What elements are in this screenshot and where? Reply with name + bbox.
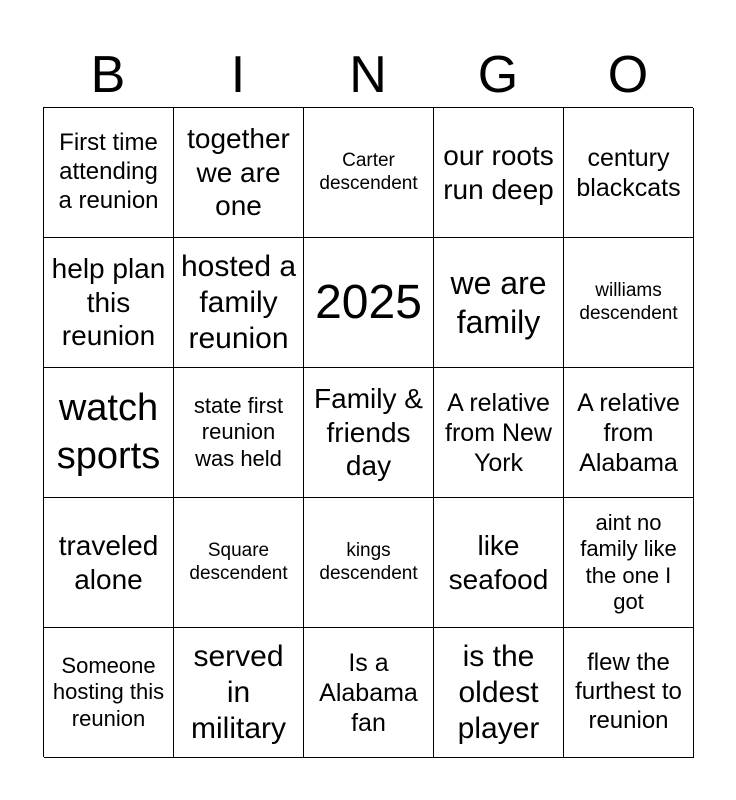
bingo-cell[interactable] xyxy=(44,628,174,758)
cell-text: traveled alone xyxy=(58,529,159,595)
bingo-cell[interactable] xyxy=(564,498,694,628)
cell-text: we are family xyxy=(450,265,547,340)
free-space-cell[interactable] xyxy=(304,238,434,368)
bingo-cell[interactable] xyxy=(44,368,174,498)
cell-text: Family & friends day xyxy=(314,383,423,482)
cell-text: A relative from New York xyxy=(445,388,552,477)
cell-text: is the oldest player xyxy=(457,639,540,745)
cell-text: together we are one xyxy=(187,123,290,222)
cell-text: 2025 xyxy=(315,275,422,329)
cell-text: like seafood xyxy=(448,529,549,595)
bingo-cell[interactable] xyxy=(174,628,304,758)
cell-text: served in military xyxy=(191,639,286,745)
cell-text: our roots run deep xyxy=(443,139,554,205)
cell-text: aint no family like the one I got xyxy=(580,509,677,614)
bingo-cell[interactable] xyxy=(434,368,564,498)
cell-text: Is a Alabama fan xyxy=(319,648,418,737)
bingo-cell[interactable] xyxy=(174,498,304,628)
cell-text: A relative from Alabama xyxy=(577,388,680,477)
bingo-cell[interactable] xyxy=(434,108,564,238)
header-letter-n: N xyxy=(349,46,387,104)
header-letter-g: G xyxy=(477,46,519,104)
bingo-cell[interactable] xyxy=(304,498,434,628)
cell-text: watch sports xyxy=(56,387,161,477)
bingo-cell[interactable] xyxy=(174,238,304,368)
header-letter-o: O xyxy=(607,46,649,104)
bingo-cell[interactable] xyxy=(564,108,694,238)
cell-text: First time attending a reunion xyxy=(58,129,159,214)
cell-text: century blackcats xyxy=(576,143,681,202)
cell-text: Someone hosting this reunion xyxy=(52,652,165,731)
bingo-cell[interactable] xyxy=(564,238,694,368)
bingo-cell[interactable] xyxy=(434,498,564,628)
bingo-cell[interactable] xyxy=(174,108,304,238)
cell-text: kings descendent xyxy=(319,539,418,584)
bingo-cell[interactable] xyxy=(434,238,564,368)
cell-text: help plan this reunion xyxy=(51,253,166,352)
bingo-cell[interactable] xyxy=(564,628,694,758)
cell-text: state first reunion was held xyxy=(193,392,284,471)
bingo-cell[interactable] xyxy=(304,108,434,238)
cell-text: flew the furthest to reunion xyxy=(575,649,682,734)
bingo-cell[interactable] xyxy=(44,498,174,628)
bingo-cell[interactable] xyxy=(434,628,564,758)
bingo-cell[interactable] xyxy=(174,368,304,498)
bingo-cell[interactable] xyxy=(304,628,434,758)
bingo-header xyxy=(43,42,693,108)
cell-text: williams descendent xyxy=(579,279,678,324)
bingo-cell[interactable] xyxy=(44,108,174,238)
cell-text: hosted a family reunion xyxy=(180,249,297,355)
bingo-cell[interactable] xyxy=(564,368,694,498)
cell-text: Carter descendent xyxy=(319,149,418,194)
bingo-grid xyxy=(43,107,693,757)
header-letter-b: B xyxy=(90,46,126,104)
cell-text: Square descendent xyxy=(189,539,288,584)
bingo-cell[interactable] xyxy=(44,238,174,368)
bingo-cell[interactable] xyxy=(304,368,434,498)
header-letter-i: I xyxy=(230,46,246,104)
